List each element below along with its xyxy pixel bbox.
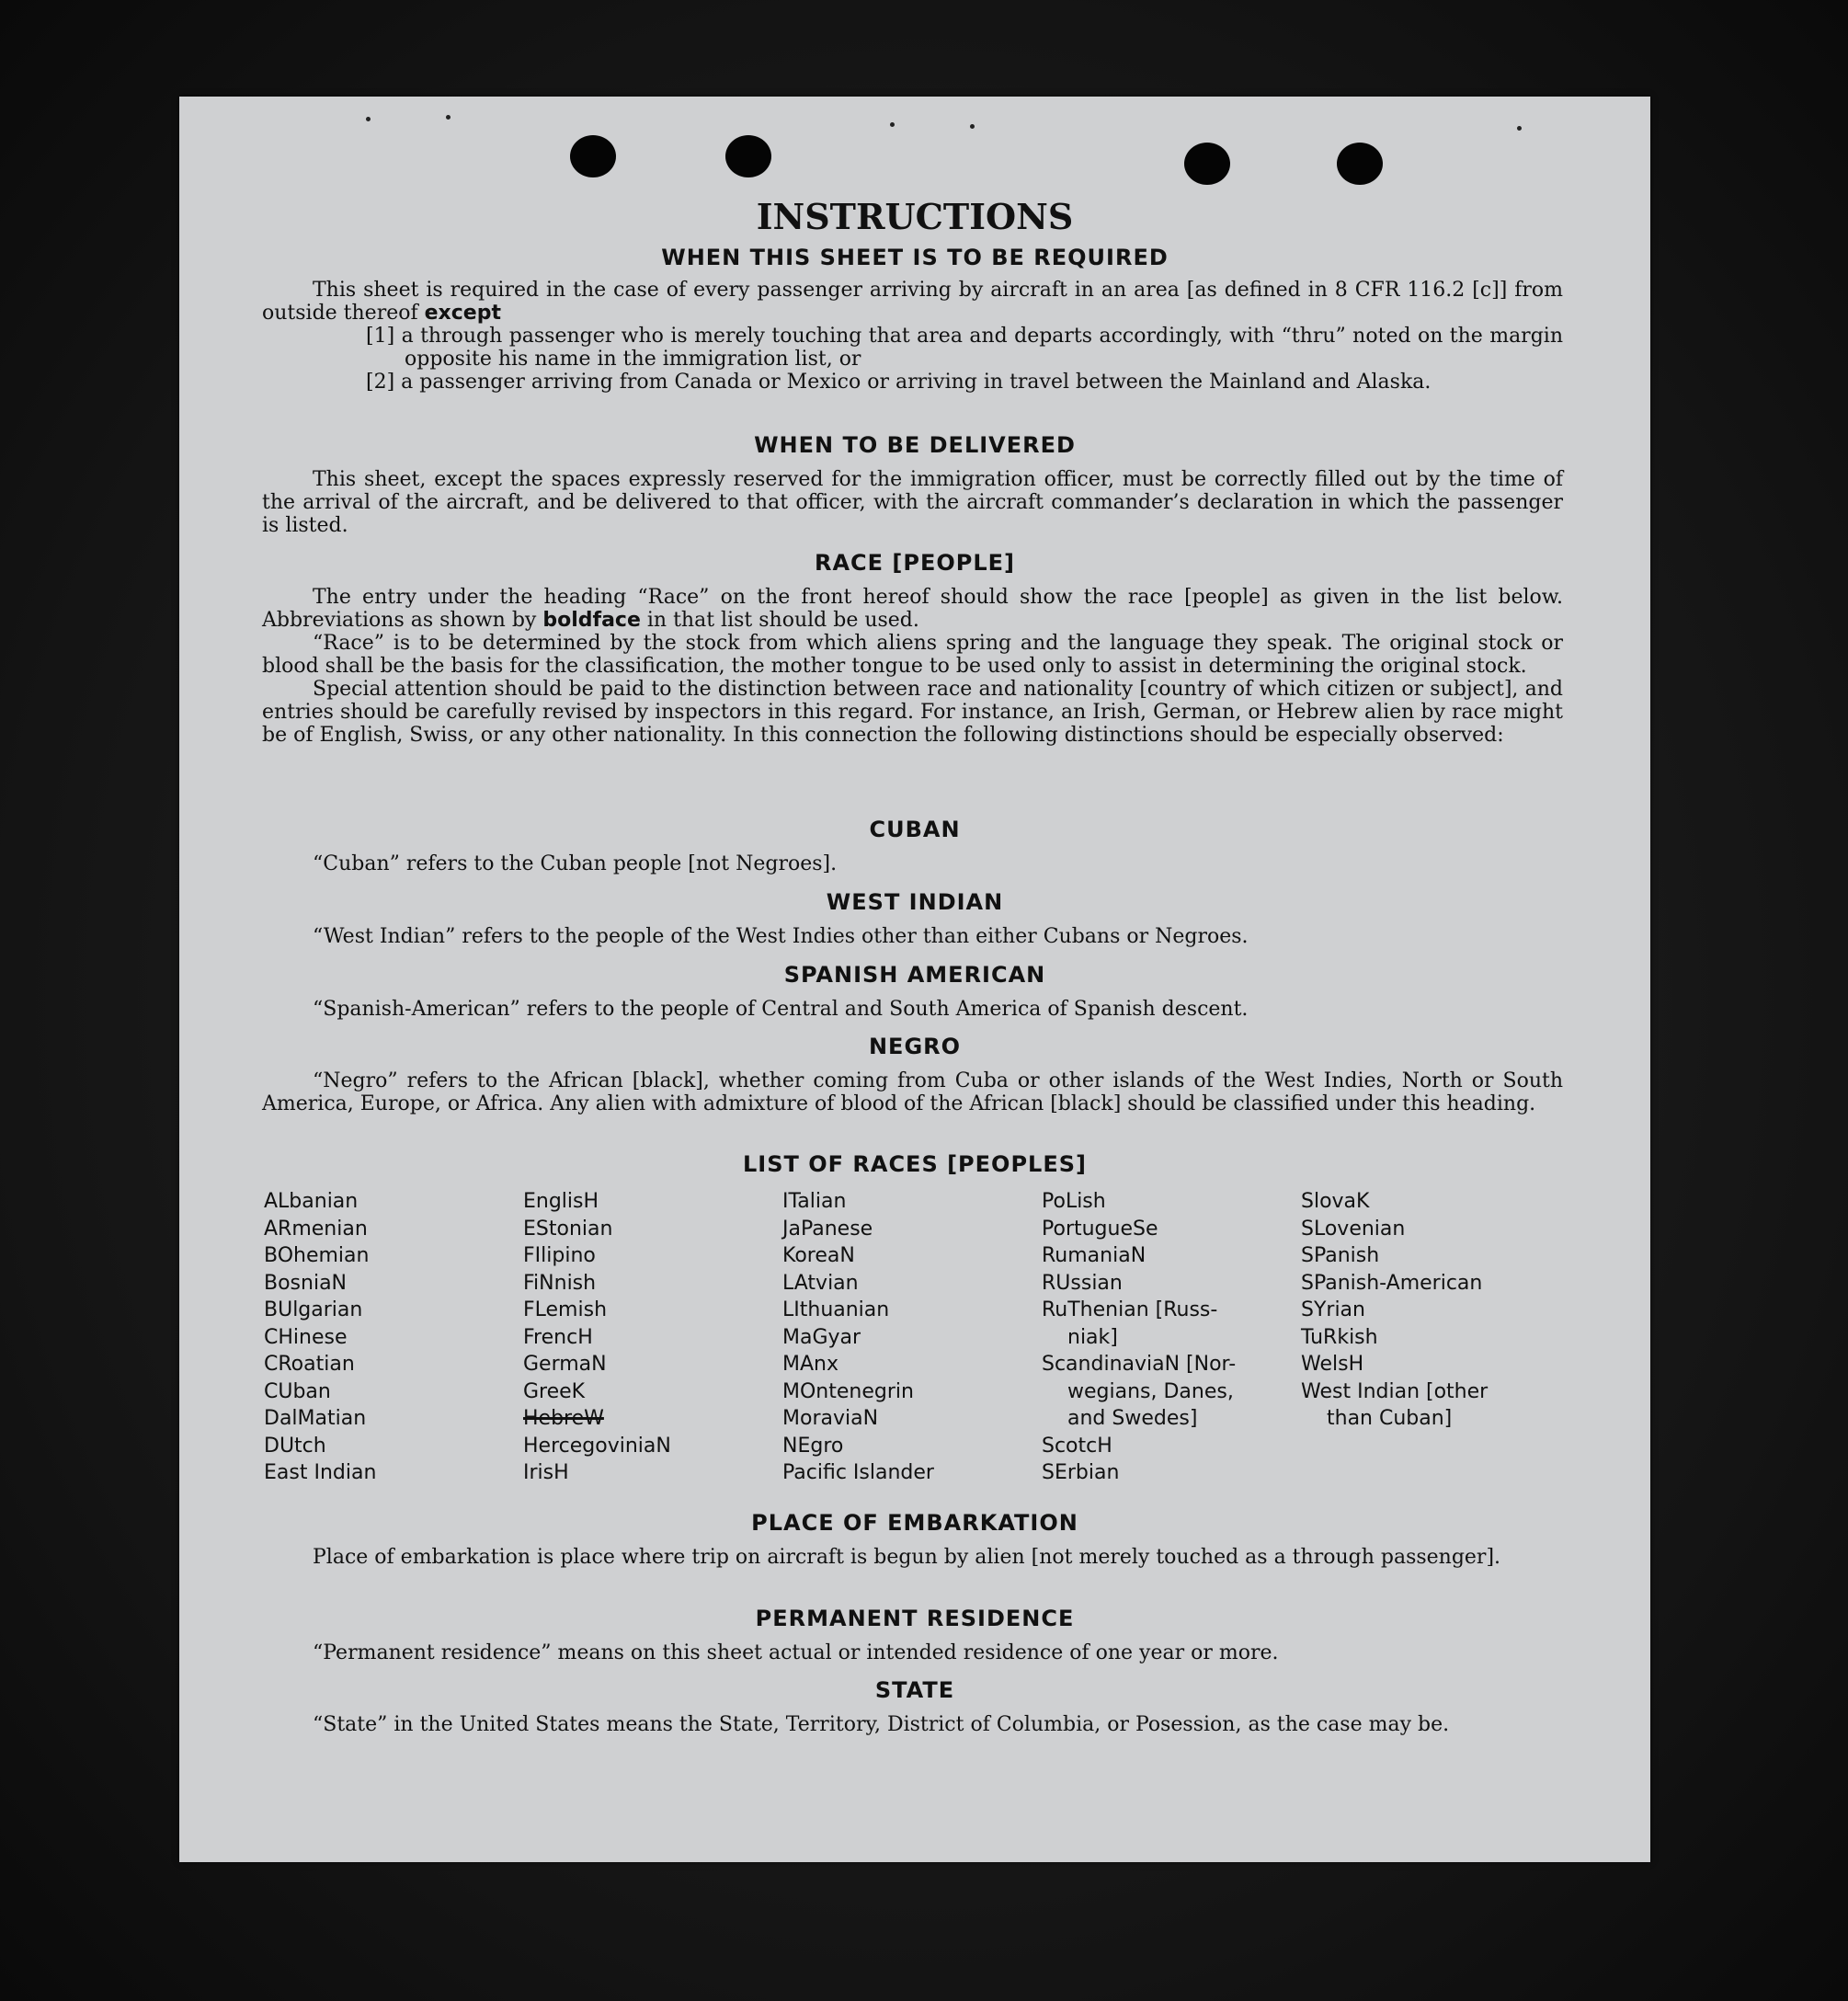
race-entry: and Swedes]	[1067, 1407, 1198, 1430]
race-entry: SYrian	[1301, 1298, 1365, 1321]
race-entry: MOntenegrin	[782, 1379, 914, 1403]
race-entry: BUlgarian	[264, 1298, 363, 1321]
heading-west-indian: WEST INDIAN	[826, 889, 1004, 915]
scan-speck	[366, 117, 371, 121]
race-entry: WelsH	[1301, 1353, 1364, 1376]
race-entry: CHinese	[264, 1325, 348, 1349]
race-column-5	[1301, 1188, 1488, 1433]
race-column-3	[782, 1188, 934, 1487]
negro-paragraph: “Negro” refers to the African [black], whether coming from Cuba or other islands of the West Indies, North or South America, Europe, or Africa. Any alien with admixture of blood of the African [black] should be classified under this heading.	[262, 1069, 1563, 1115]
race-entry: ScandinaviaN [Nor-	[1042, 1353, 1237, 1376]
race-entry: HercegoviniaN	[523, 1434, 671, 1458]
race-entry: GermaN	[523, 1353, 607, 1376]
race-column-4	[1042, 1188, 1236, 1487]
race-entry: MoraviaN	[782, 1407, 879, 1430]
race-entry: RumaniaN	[1042, 1244, 1146, 1267]
race-p1-boldface: boldface	[542, 609, 641, 632]
race-entry: MAnx	[782, 1353, 838, 1376]
heading-when-delivered: WHEN TO BE DELIVERED	[754, 432, 1076, 458]
heading-state: STATE	[874, 1677, 955, 1703]
race-entry: SlovaK	[1301, 1190, 1370, 1213]
race-entry: KoreaN	[782, 1244, 855, 1267]
west-indian-text	[262, 925, 1563, 948]
race-entry: FLemish	[523, 1298, 608, 1321]
race-entry: RuThenian [Russ-	[1042, 1298, 1218, 1321]
cuban-text	[262, 852, 1563, 875]
race-entry: PoLish	[1042, 1190, 1106, 1213]
punch-hole	[725, 135, 771, 177]
race-entry: PortugueSe	[1042, 1217, 1158, 1241]
race-entry-struck: HebreW	[523, 1407, 604, 1430]
race-entry: LAtvian	[782, 1271, 859, 1295]
exception-item-1: [1] a through passenger who is merely touching that area and departs accordingly, with “thru” noted on the margin opposite his name in the immigration list, or	[366, 325, 1563, 371]
state-text	[262, 1713, 1563, 1736]
race-entry: FIlipino	[523, 1244, 596, 1267]
race-entry: BOhemian	[264, 1244, 370, 1267]
exception-item-2: [2] a passenger arriving from Canada or Mexico or arriving in travel between the Mainland and Alaska.	[366, 371, 1432, 394]
race-entry: niak]	[1067, 1325, 1118, 1349]
race-column-2	[523, 1188, 671, 1487]
when-required-intro	[262, 279, 1563, 325]
race-entry: wegians, Danes,	[1067, 1379, 1234, 1403]
race-p2: “Race” is to be determined by the stock from which aliens spring and the language they speak. The original stock or blood shall be the basis for the classification, the mother tongue to be used only to assist in determining the original stock.	[262, 632, 1563, 678]
when-delivered-paragraph: This sheet, except the spaces expressly reserved for the immigration officer, must be correctly filled out by the time of the arrival of the aircraft, and be delivered to that officer, with the aircraft commander’s declaration in which the passenger is listed.	[262, 468, 1563, 537]
punch-hole	[570, 135, 616, 177]
race-entry: than Cuban]	[1327, 1407, 1453, 1430]
intro-text: This sheet is required in the case of every passenger arriving by aircraft in an area [as defined in 8 CFR 116.2 [c]] from outside thereof	[262, 279, 1563, 325]
race-entry: BosniaN	[264, 1271, 348, 1295]
race-entry: DUtch	[264, 1434, 326, 1458]
race-entry: TuRkish	[1301, 1325, 1378, 1349]
when-delivered-text	[262, 468, 1563, 537]
heading-spanish-american: SPANISH AMERICAN	[783, 962, 1046, 988]
race-entry: FrencH	[523, 1325, 593, 1349]
cuban-paragraph: “Cuban” refers to the Cuban people [not Negroes].	[313, 852, 838, 875]
scan-speck	[890, 122, 895, 127]
race-entry: East Indian	[264, 1461, 377, 1484]
race-entry: SPanish	[1301, 1244, 1380, 1267]
race-entry: West Indian [other	[1301, 1379, 1489, 1403]
race-entry: GreeK	[523, 1379, 586, 1403]
race-entry: CUban	[264, 1379, 331, 1403]
heading-when-required: WHEN THIS SHEET IS TO BE REQUIRED	[661, 245, 1169, 270]
race-p3: Special attention should be paid to the distinction between race and nationality [country of which citizen or subject], and entries should be carefully revised by inspectors in this regard. For instance, an Irish, German, or Hebrew alien by race might be of English, Swiss, or any other nationality. In this connection the following distinctions should be especially observed:	[262, 678, 1563, 747]
race-entry: SLovenian	[1301, 1217, 1406, 1241]
race-entry: CRoatian	[264, 1353, 355, 1376]
race-entry: ARmenian	[264, 1217, 368, 1241]
document-sheet	[179, 97, 1650, 1862]
race-p1-text: The entry under the heading “Race” on the front hereof should show the race [people] as given in the list below. Abbreviations as shown by	[262, 586, 1563, 632]
heading-place-of-embarkation: PLACE OF EMBARKATION	[751, 1510, 1078, 1536]
negro-text	[262, 1069, 1563, 1115]
race-entry: RUssian	[1042, 1271, 1123, 1295]
race-entry: EnglisH	[523, 1190, 599, 1213]
heading-negro: NEGRO	[868, 1034, 962, 1059]
race-column-1	[264, 1188, 376, 1487]
race-entry: ITalian	[782, 1190, 847, 1213]
race-entry: NEgro	[782, 1434, 844, 1458]
heading-race: RACE [PEOPLE]	[814, 550, 1016, 576]
race-entry: LIthuanian	[782, 1298, 890, 1321]
embarkation-paragraph: Place of embarkation is place where trip on aircraft is begun by alien [not merely touched as a through passenger].	[313, 1546, 1501, 1569]
residence-paragraph: “Permanent residence” means on this sheet actual or intended residence of one year or more.	[313, 1641, 1279, 1664]
west-indian-paragraph: “West Indian” refers to the people of the West Indies other than either Cubans or Negroes.	[313, 925, 1249, 948]
race-list	[264, 1188, 1615, 1492]
race-entry: EStonian	[523, 1217, 613, 1241]
race-entry: FiNnish	[523, 1271, 597, 1295]
heading-permanent-residence: PERMANENT RESIDENCE	[755, 1606, 1075, 1631]
page-title: INSTRUCTIONS	[756, 196, 1074, 237]
state-paragraph: “State” in the United States means the State, Territory, District of Columbia, or Posession, as the case may be.	[313, 1713, 1450, 1736]
race-entry: ALbanian	[264, 1190, 359, 1213]
punch-hole	[1337, 143, 1383, 185]
scan-speck	[1517, 126, 1522, 131]
spanish-american-text	[262, 998, 1563, 1021]
race-entry: JaPanese	[782, 1217, 873, 1241]
race-p1-end: in that list should be used.	[646, 609, 919, 632]
heading-cuban: CUBAN	[869, 817, 961, 842]
scan-speck	[970, 124, 975, 129]
residence-text	[262, 1641, 1563, 1664]
race-entry: SPanish-American	[1301, 1271, 1483, 1295]
race-entry: ScotcH	[1042, 1434, 1112, 1458]
race-entry: IrisH	[523, 1461, 569, 1484]
race-entry: DalMatian	[264, 1407, 367, 1430]
heading-list-of-races: LIST OF RACES [PEOPLES]	[743, 1151, 1087, 1177]
scan-speck	[446, 115, 451, 120]
embarkation-text	[262, 1546, 1563, 1569]
race-entry: MaGyar	[782, 1325, 861, 1349]
race-entry: Pacific Islander	[782, 1461, 934, 1484]
intro-except: except	[424, 302, 501, 325]
punch-hole	[1184, 143, 1230, 185]
race-text	[262, 586, 1563, 747]
spanish-american-paragraph: “Spanish-American” refers to the people of Central and South America of Spanish descent.	[313, 998, 1249, 1021]
race-entry: SErbian	[1042, 1461, 1120, 1484]
